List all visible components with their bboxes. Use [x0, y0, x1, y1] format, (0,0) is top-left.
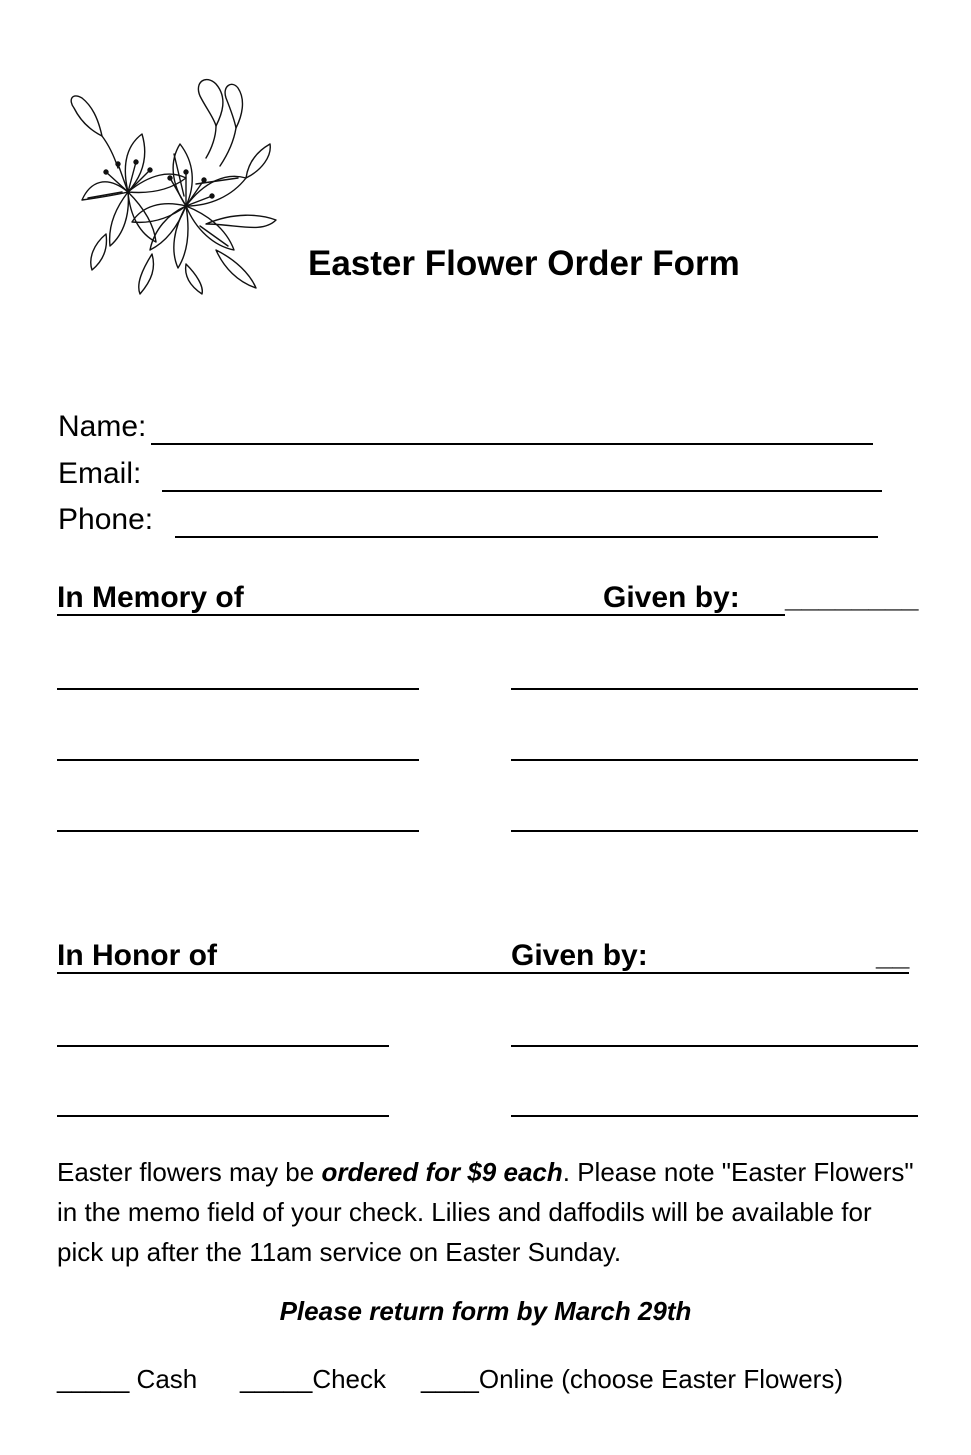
payment-cash-option[interactable]	[57, 1364, 197, 1395]
memory-heading: In Memory of	[57, 581, 244, 614]
order-info-part2: . Please note "Easter Flowers" in the memo field of your check. Lilies and daffodils will be available for pick up after the 11am service on Easter Sunday.	[57, 1157, 914, 1267]
memory-given-by-label: Given by:	[603, 581, 740, 614]
order-info-part1: Easter flowers may be	[57, 1157, 322, 1187]
memory-given-by-trail: ________	[785, 581, 919, 614]
honor-given-by-trail: __	[876, 939, 910, 972]
name-label: Name:	[58, 410, 147, 443]
order-price-emphasis: ordered for $9 each	[321, 1157, 563, 1187]
memory-giver-field-3[interactable]	[511, 830, 918, 832]
phone-label: Phone:	[58, 503, 154, 536]
memory-giver-field-2[interactable]	[511, 759, 918, 761]
honor-given-by-label: Given by:	[511, 939, 648, 972]
check-blank[interactable]: _____	[240, 1364, 313, 1394]
page-title: Easter Flower Order Form	[308, 244, 740, 283]
cash-label: Cash	[129, 1364, 198, 1394]
honor-heading: In Honor of	[57, 939, 217, 972]
email-label: Email:	[58, 457, 142, 490]
payment-check-option[interactable]	[240, 1364, 386, 1395]
honor-giver-field-2[interactable]	[511, 1115, 918, 1117]
cash-blank[interactable]: _____	[57, 1364, 130, 1394]
online-label: Online (choose Easter Flowers)	[478, 1364, 843, 1394]
name-field[interactable]	[151, 443, 873, 445]
memory-name-field-2[interactable]	[57, 759, 419, 761]
memory-name-field-3[interactable]	[57, 830, 419, 832]
memory-giver-field-1[interactable]	[511, 688, 918, 690]
return-deadline-note: Please return form by March 29th	[279, 1296, 692, 1326]
email-field[interactable]	[162, 490, 882, 492]
phone-field[interactable]	[175, 536, 878, 538]
honor-heading-rule	[57, 972, 909, 974]
lily-bouquet-icon	[66, 74, 280, 296]
order-info-paragraph	[57, 1152, 917, 1272]
memory-name-field-1[interactable]	[57, 688, 419, 690]
check-label: Check	[312, 1364, 387, 1394]
online-blank[interactable]: ____	[421, 1364, 479, 1394]
memory-heading-rule	[57, 614, 785, 616]
payment-online-option[interactable]	[421, 1364, 843, 1395]
honor-name-field-2[interactable]	[57, 1115, 389, 1117]
honor-name-field-1[interactable]	[57, 1045, 389, 1047]
honor-giver-field-1[interactable]	[511, 1045, 918, 1047]
